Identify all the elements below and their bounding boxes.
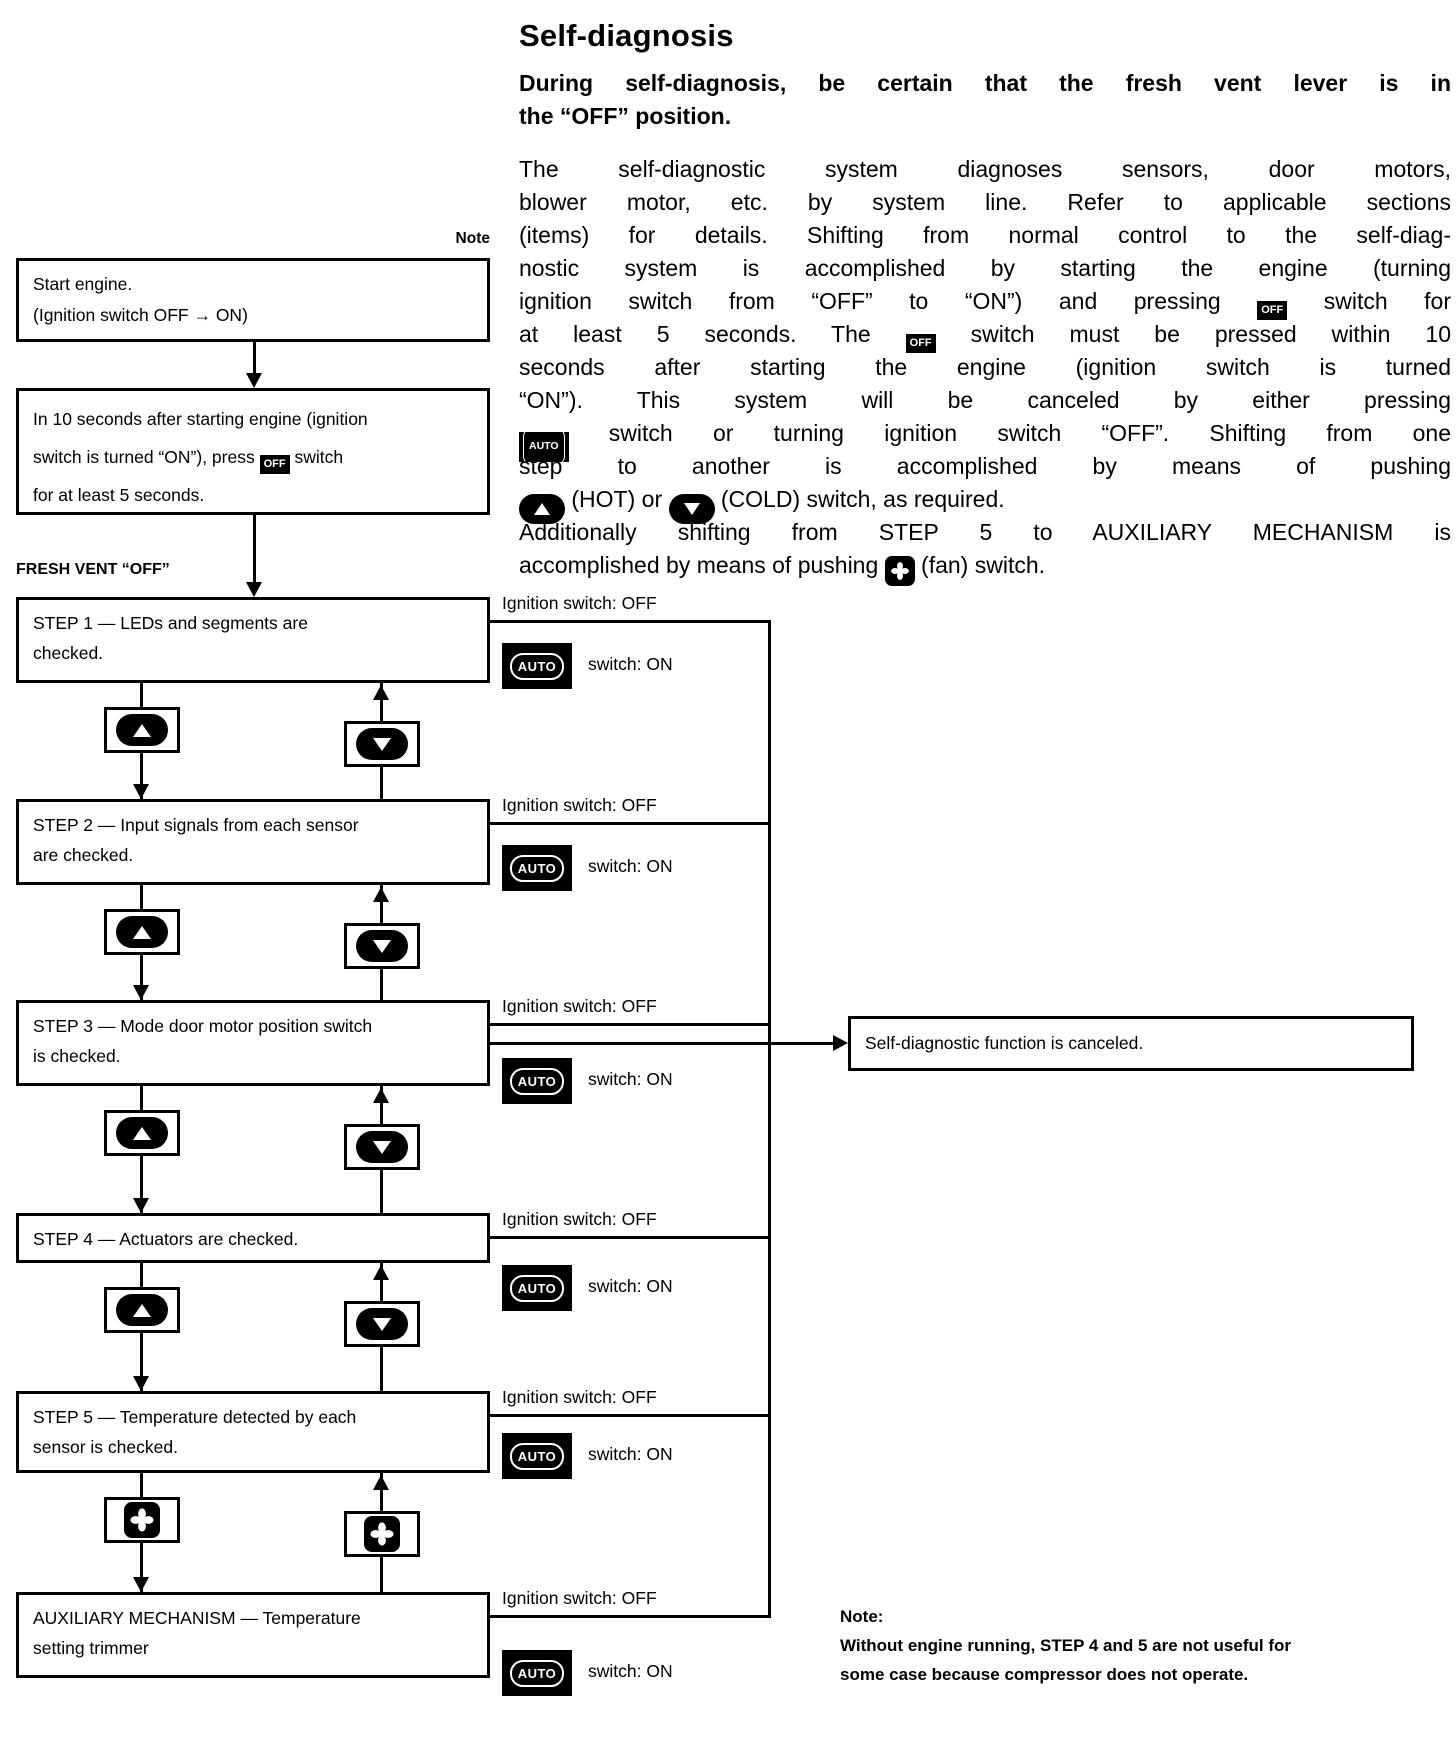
box-text-line: switch is turned “ON”), press OFF switch — [33, 438, 487, 476]
footnote-line: some case because compressor does not operate. — [840, 1665, 1249, 1684]
flow-line — [253, 515, 256, 582]
auto-switch-icon — [502, 643, 572, 689]
cancel-condition-line — [490, 1023, 771, 1026]
auto-switch-icon — [502, 1265, 572, 1311]
cancel-condition-line — [490, 1236, 771, 1239]
hot-switch-button — [104, 1110, 180, 1156]
hot-switch-icon — [116, 916, 168, 948]
off-switch-icon: OFF — [260, 455, 290, 474]
auto-switch-label: AUTO — [510, 1275, 565, 1302]
hot-switch-button — [104, 1287, 180, 1333]
note-label: Note — [455, 230, 490, 247]
body-text-line: blower motor, etc. by system line. Refer to applicable sections — [519, 189, 1451, 215]
footnote — [840, 1602, 1291, 1689]
hot-switch-button — [104, 909, 180, 955]
ignition-off-label: Ignition switch: OFF — [502, 1387, 657, 1407]
cold-switch-button — [344, 721, 420, 767]
auto-switch-icon — [502, 1058, 572, 1104]
body-text-line: Additionally shifting from STEP 5 to AUXILIARY MECHANISM is — [519, 519, 1451, 545]
body-text-line: ignition switch from “OFF” to “ON”) and pressing OFF switch for — [519, 285, 1451, 318]
fresh-vent-label: FRESH VENT “OFF” — [16, 561, 170, 578]
cancel-arrowhead — [833, 1035, 848, 1051]
cancel-arrow-line — [490, 1042, 833, 1045]
page-title: Self-diagnosis — [519, 18, 734, 53]
warning-text — [519, 67, 1451, 133]
auto-on-label: switch: ON — [588, 1661, 673, 1681]
press-off-box — [16, 388, 490, 515]
auto-switch-label: AUTO — [510, 653, 565, 680]
fan-switch-icon — [885, 556, 915, 586]
cancel-trunk-line — [768, 620, 771, 1618]
step-3-box — [16, 1000, 490, 1086]
auto-switch-icon — [502, 1650, 572, 1696]
start-engine-box — [16, 258, 490, 342]
intro-section — [519, 18, 1451, 582]
cancel-condition-line — [490, 1414, 771, 1417]
box-text-line: (Ignition switch OFF → ON) — [33, 305, 248, 325]
cold-switch-button — [344, 1124, 420, 1170]
box-text-line: for at least 5 seconds. — [33, 485, 205, 505]
body-text-line: “ON”). This system will be canceled by either pressing — [519, 387, 1451, 413]
box-text-line: Start engine. — [33, 274, 133, 294]
flow-arrowhead-down — [133, 1577, 149, 1592]
cold-switch-icon — [356, 930, 408, 962]
off-switch-icon: OFF — [1257, 301, 1287, 320]
auto-on-label: switch: ON — [588, 1276, 673, 1296]
hot-switch-icon — [116, 1117, 168, 1149]
ignition-off-label: Ignition switch: OFF — [502, 1209, 657, 1229]
ignition-off-label: Ignition switch: OFF — [502, 593, 657, 613]
auto-switch-icon — [502, 845, 572, 891]
footnote-title: Note: — [840, 1607, 884, 1626]
body-text-line: accomplished by means of pushing (fan) switch. — [519, 549, 1451, 582]
auto-on-label: switch: ON — [588, 1444, 673, 1464]
fan-switch-icon — [364, 1516, 400, 1552]
auto-on-label: switch: ON — [588, 1069, 673, 1089]
cancel-condition-line — [490, 620, 771, 623]
hot-switch-button — [104, 707, 180, 753]
body-text — [519, 153, 1451, 582]
cold-switch-icon — [356, 1131, 408, 1163]
body-text-line: (HOT) or (COLD) switch, as required. — [519, 483, 1451, 516]
body-text-line: (items) for details. Shifting from normal control to the self-diag- — [519, 222, 1451, 248]
auto-switch-label: AUTO — [510, 1068, 565, 1095]
box-text-line: checked. — [33, 643, 104, 663]
box-text-line: In 10 seconds after starting engine (ignition — [33, 409, 368, 429]
auto-switch-icon — [502, 1433, 572, 1479]
box-text-line: are checked. — [33, 845, 134, 865]
step-2-box — [16, 799, 490, 885]
ignition-off-label: Ignition switch: OFF — [502, 996, 657, 1016]
body-text-line: nostic system is accomplished by starting the engine (turning — [519, 255, 1451, 281]
box-text-line: STEP 4 — Actuators are checked. — [33, 1229, 299, 1249]
auto-switch-label: AUTO — [510, 1660, 565, 1687]
box-text-line: setting trimmer — [33, 1638, 149, 1658]
auto-on-label: switch: ON — [588, 856, 673, 876]
cancel-condition-line — [490, 1615, 771, 1618]
ignition-off-label: Ignition switch: OFF — [502, 795, 657, 815]
footnote-line: Without engine running, STEP 4 and 5 are not useful for — [840, 1636, 1291, 1655]
auto-switch-label: AUTO — [510, 855, 565, 882]
fan-switch-button — [104, 1497, 180, 1543]
body-text-line: seconds after starting the engine (ignition switch is turned — [519, 354, 1451, 380]
body-text-line: AUTO switch or turning ignition switch “OFF”. Shifting from one — [519, 417, 1451, 450]
hot-switch-icon — [116, 1294, 168, 1326]
flow-arrowhead-up — [373, 1265, 389, 1280]
box-text-line: AUXILIARY MECHANISM — Temperature — [33, 1608, 361, 1628]
step-5-box — [16, 1391, 490, 1473]
flow-arrowhead-down — [133, 985, 149, 1000]
flow-arrowhead-down — [246, 373, 262, 388]
flow-arrowhead-down — [246, 582, 262, 597]
auxiliary-mechanism-box — [16, 1592, 490, 1678]
cold-switch-icon — [356, 728, 408, 760]
box-text-line: is checked. — [33, 1046, 121, 1066]
flow-arrowhead-up — [373, 887, 389, 902]
box-text-line: STEP 2 — Input signals from each sensor — [33, 815, 359, 835]
step-4-box — [16, 1213, 490, 1263]
box-text-line: STEP 3 — Mode door motor position switch — [33, 1016, 373, 1036]
flow-arrowhead-down — [133, 1376, 149, 1391]
cold-switch-icon — [356, 1308, 408, 1340]
auto-on-label: switch: ON — [588, 654, 673, 674]
ignition-off-label: Ignition switch: OFF — [502, 1588, 657, 1608]
canceled-box — [848, 1016, 1414, 1071]
flow-arrowhead-up — [373, 685, 389, 700]
auto-switch-label: AUTO — [510, 1443, 565, 1470]
warning-line: the “OFF” position. — [519, 103, 732, 129]
cold-switch-button — [344, 1301, 420, 1347]
body-text-line: The self-diagnostic system diagnoses sensors, door motors, — [519, 156, 1451, 182]
step-1-box — [16, 597, 490, 683]
flow-arrowhead-down — [133, 784, 149, 799]
fan-switch-icon — [124, 1502, 160, 1538]
off-switch-icon: OFF — [906, 334, 936, 353]
auto-switch-icon: AUTO — [519, 432, 569, 462]
hot-switch-icon — [116, 714, 168, 746]
box-text-line: STEP 1 — LEDs and segments are — [33, 613, 308, 633]
cancel-condition-line — [490, 822, 771, 825]
flow-arrowhead-down — [133, 1198, 149, 1213]
body-text-line: step to another is accomplished by means of pushing — [519, 453, 1451, 479]
canceled-box-label: Self-diagnostic function is canceled. — [865, 1033, 1144, 1053]
body-text-line: at least 5 seconds. The OFF switch must be pressed within 10 — [519, 318, 1451, 351]
warning-line: During self-diagnosis, be certain that the fresh vent lever is in — [519, 70, 1451, 96]
flow-arrowhead-up — [373, 1088, 389, 1103]
flow-line — [253, 342, 256, 373]
fan-switch-button — [344, 1511, 420, 1557]
flow-arrowhead-up — [373, 1475, 389, 1490]
box-text-line: STEP 5 — Temperature detected by each — [33, 1407, 357, 1427]
cold-switch-button — [344, 923, 420, 969]
box-text-line: sensor is checked. — [33, 1437, 178, 1457]
